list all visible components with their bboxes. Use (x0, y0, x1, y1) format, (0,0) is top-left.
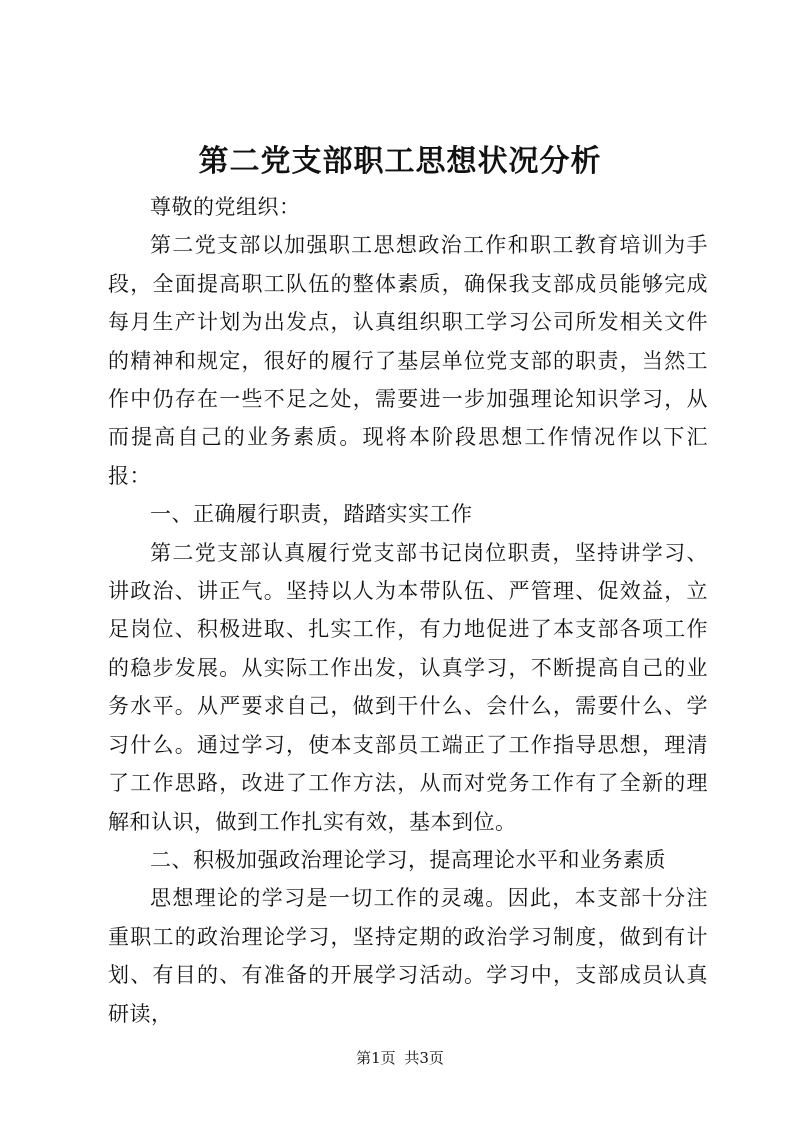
paragraph-section-1: 第二党支部认真履行党支部书记岗位职责，坚持讲学习、讲政治、讲正气。坚持以人为本带队伍、严管理、促效益，立足岗位、积极进取、扎实工作，有力地促进了本支部各项工作的稳步发展。从实际工作出发，认真学习，不断提高自己的业务水平。从严要求自己，做到干什么、会什么，需要什么、学习什么。通过学习，使本支部员工端正了工作指导思想，理清了工作思路，改进了工作方法，从而对党务工作有了全新的理解和认识，做到工作扎实有效，基本到位。 (108, 540, 708, 834)
page-total: 共3页 (404, 1049, 444, 1067)
page-number: 第1页 (356, 1049, 396, 1067)
section-heading-1: 一、正确履行职责，踏踏实实工作 (150, 502, 473, 527)
document-title: 第二党支部职工思想状况分析 (198, 144, 602, 179)
page-footer (0, 1048, 800, 1068)
paragraph-intro: 第二党支部以加强职工思想政治工作和职工教育培训为手段，全面提高职工队伍的整体素质，确保我支部成员能够完成每月生产计划为出发点，认真组织职工学习公司所发相关文件的精神和规定，很好的履行了基层单位党支部的职责，当然工作中仍存在一些不足之处，需要进一步加强理论知识学习，从而提高自己的业务素质。现将本阶段思想工作情况作以下汇报： (108, 233, 708, 488)
salutation: 尊敬的党组织： (150, 195, 301, 219)
paragraph-section-2: 思想理论的学习是一切工作的灵魂。因此，本支部十分注重职工的政治理论学习，坚持定期的政治学习制度，做到有计划、有目的、有准备的开展学习活动。学习中，支部成员认真研读， (108, 886, 708, 1026)
document-body (108, 188, 708, 1033)
section-heading-2: 二、积极加强政治理论学习，提高理论水平和业务素质 (150, 847, 666, 872)
